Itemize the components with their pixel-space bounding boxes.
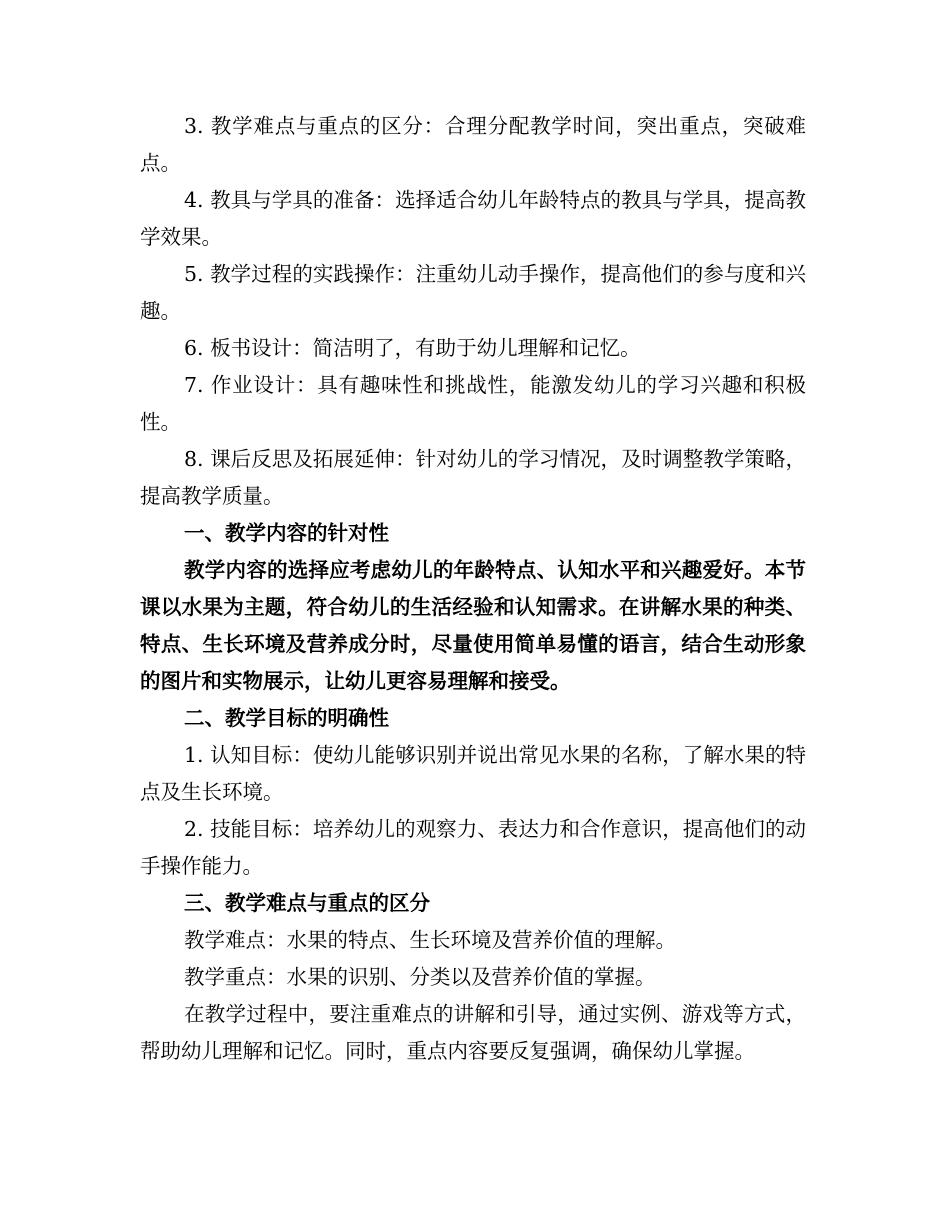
paragraph-item-6-board-design: 6. 板书设计：简洁明了，有助于幼儿理解和记忆。	[184, 336, 641, 360]
paragraph-item-3-difficulty-focus: 3. 教学难点与重点的区分：合理分配教学时间，突出重点，突破难点。	[140, 114, 806, 175]
section-heading-1: 一、教学内容的针对性	[184, 521, 389, 545]
paragraph-item-5-practice: 5. 教学过程的实践操作：注重幼儿动手操作，提高他们的参与度和兴趣。	[140, 262, 806, 323]
paragraph-teaching-process: 在教学过程中，要注重难点的讲解和引导，通过实例、游戏等方式，帮助幼儿理解和记忆。同时，重点内容要反复强调，确保幼儿掌握。	[140, 1002, 806, 1063]
section-1-body: 教学内容的选择应考虑幼儿的年龄特点、认知水平和兴趣爱好。本节课以水果为主题，符合幼儿的生活经验和认知需求。在讲解水果的种类、特点、生长环境及营养成分时，尽量使用简单易懂的语言，结合生动形象的图片和实物展示，让幼儿更容易理解和接受。	[140, 558, 806, 693]
paragraph-skill-goal: 2. 技能目标：培养幼儿的观察力、表达力和合作意识，提高他们的动手操作能力。	[140, 817, 806, 878]
section-heading-3: 三、教学难点与重点的区分	[184, 891, 430, 915]
paragraph-item-8-reflection: 8. 课后反思及拓展延伸：针对幼儿的学习情况，及时调整教学策略，提高教学质量。	[140, 447, 806, 508]
section-heading-2: 二、教学目标的明确性	[184, 706, 389, 730]
paragraph-difficulty: 教学难点：水果的特点、生长环境及营养价值的理解。	[184, 928, 676, 952]
paragraph-item-7-homework: 7. 作业设计：具有趣味性和挑战性，能激发幼儿的学习兴趣和积极性。	[140, 373, 806, 434]
paragraph-item-4-teaching-aids: 4. 教具与学具的准备：选择适合幼儿年龄特点的教具与学具，提高教学效果。	[140, 188, 806, 249]
document-page	[140, 108, 806, 1070]
paragraph-cognitive-goal: 1. 认知目标：使幼儿能够识别并说出常见水果的名称，了解水果的特点及生长环境。	[140, 743, 806, 804]
paragraph-focus: 教学重点：水果的识别、分类以及营养价值的掌握。	[184, 965, 656, 989]
